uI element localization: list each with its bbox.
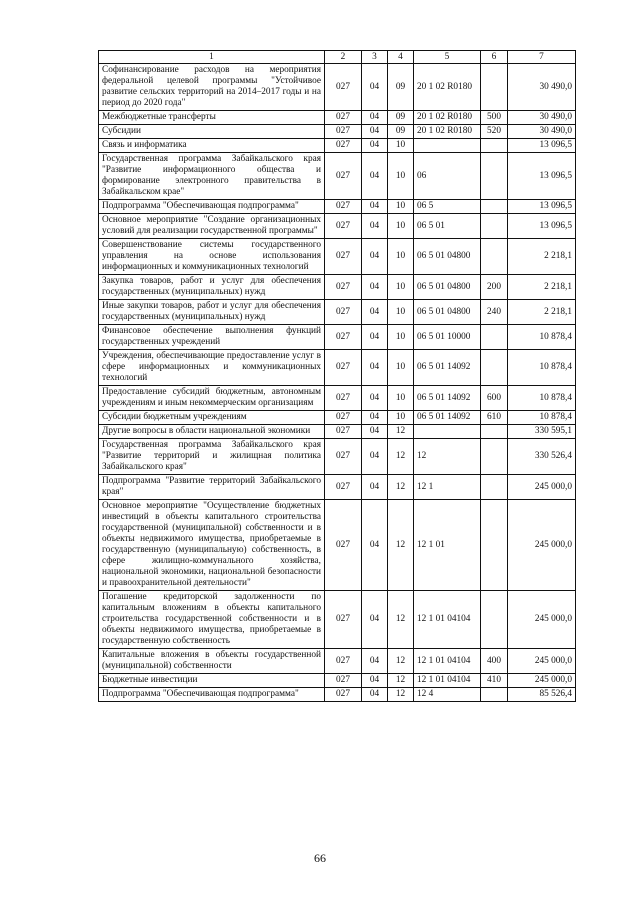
subsection-code-cell: 12 bbox=[388, 688, 414, 702]
row-name-cell: Государственная программа Забайкальского края "Развитие информационного общества и формирование электронного правительства в Забайкальском крае" bbox=[99, 153, 325, 200]
target-article-cell: 20 1 02 R0180 bbox=[414, 64, 481, 111]
row-name-cell: Субсидии bbox=[99, 125, 325, 139]
amount-cell: 245 000,0 bbox=[508, 475, 576, 500]
ministry-code-cell: 027 bbox=[325, 153, 362, 200]
target-article-cell: 06 5 01 14092 bbox=[414, 386, 481, 411]
amount-cell: 30 490,0 bbox=[508, 125, 576, 139]
amount-cell: 2 218,1 bbox=[508, 239, 576, 275]
amount-cell: 13 096,5 bbox=[508, 214, 576, 239]
table-header-row bbox=[99, 51, 576, 64]
target-article-cell: 12 1 bbox=[414, 475, 481, 500]
target-article-cell: 06 5 01 04800 bbox=[414, 239, 481, 275]
subsection-code-cell: 10 bbox=[388, 275, 414, 300]
expense-type-cell bbox=[481, 439, 508, 475]
table-row bbox=[99, 200, 576, 214]
target-article-cell: 12 1 01 04104 bbox=[414, 649, 481, 674]
expense-type-cell bbox=[481, 425, 508, 439]
row-name-cell: Основное мероприятие "Создание организационных условий для реализации государственной программы" bbox=[99, 214, 325, 239]
subsection-code-cell: 10 bbox=[388, 239, 414, 275]
budget-table bbox=[98, 50, 576, 702]
row-name-cell: Подпрограмма "Развитие территорий Забайкальского края" bbox=[99, 475, 325, 500]
ministry-code-cell: 027 bbox=[325, 64, 362, 111]
column-header: 4 bbox=[388, 51, 414, 64]
table-row bbox=[99, 386, 576, 411]
ministry-code-cell: 027 bbox=[325, 649, 362, 674]
subsection-code-cell: 10 bbox=[388, 325, 414, 350]
row-name-cell: Основное мероприятие "Осуществление бюджетных инвестиций в объекты капитального строительства государственной (муниципальной) собственности и в объекты недвижимого имущества, приобретаемые в государственную (муниципальную) собственность, в сфере жилищно-коммунального хозяйства, национальной экономики, национальной безопасности и правоохранительной деятельности" bbox=[99, 500, 325, 591]
section-code-cell: 04 bbox=[362, 239, 388, 275]
table-row bbox=[99, 153, 576, 200]
row-name-cell: Софинансирование расходов на мероприятия федеральной целевой программы "Устойчивое развитие сельских территорий на 2014–2017 годы и на период до 2020 года" bbox=[99, 64, 325, 111]
subsection-code-cell: 10 bbox=[388, 139, 414, 153]
row-name-cell: Иные закупки товаров, работ и услуг для обеспечения государственных (муниципальных) нужд bbox=[99, 300, 325, 325]
target-article-cell: 20 1 02 R0180 bbox=[414, 125, 481, 139]
table-row bbox=[99, 214, 576, 239]
ministry-code-cell: 027 bbox=[325, 350, 362, 386]
subsection-code-cell: 12 bbox=[388, 439, 414, 475]
ministry-code-cell: 027 bbox=[325, 139, 362, 153]
ministry-code-cell: 027 bbox=[325, 111, 362, 125]
subsection-code-cell: 12 bbox=[388, 425, 414, 439]
target-article-cell bbox=[414, 139, 481, 153]
amount-cell: 330 595,1 bbox=[508, 425, 576, 439]
table-row bbox=[99, 239, 576, 275]
section-code-cell: 04 bbox=[362, 649, 388, 674]
subsection-code-cell: 09 bbox=[388, 125, 414, 139]
expense-type-cell bbox=[481, 350, 508, 386]
ministry-code-cell: 027 bbox=[325, 439, 362, 475]
row-name-cell: Учреждения, обеспечивающие предоставление услуг в сфере информационных и коммуникационных технологий bbox=[99, 350, 325, 386]
ministry-code-cell: 027 bbox=[325, 411, 362, 425]
expense-type-cell bbox=[481, 325, 508, 350]
section-code-cell: 04 bbox=[362, 500, 388, 591]
ministry-code-cell: 027 bbox=[325, 500, 362, 591]
expense-type-cell: 410 bbox=[481, 674, 508, 688]
row-name-cell: Погашение кредиторской задолженности по капитальным вложениям в объекты капитального строительства государственной собственности и в объекты недвижимого имущества, приобретаемые в государственную собственность bbox=[99, 591, 325, 649]
expense-type-cell: 200 bbox=[481, 275, 508, 300]
expense-type-cell bbox=[481, 239, 508, 275]
expense-type-cell: 240 bbox=[481, 300, 508, 325]
amount-cell: 2 218,1 bbox=[508, 275, 576, 300]
target-article-cell: 12 1 01 04104 bbox=[414, 591, 481, 649]
amount-cell: 10 878,4 bbox=[508, 350, 576, 386]
expense-type-cell bbox=[481, 500, 508, 591]
ministry-code-cell: 027 bbox=[325, 425, 362, 439]
section-code-cell: 04 bbox=[362, 350, 388, 386]
amount-cell: 245 000,0 bbox=[508, 500, 576, 591]
expense-type-cell bbox=[481, 591, 508, 649]
section-code-cell: 04 bbox=[362, 153, 388, 200]
table-row bbox=[99, 125, 576, 139]
section-code-cell: 04 bbox=[362, 386, 388, 411]
row-name-cell: Совершенствование системы государственного управления на основе использования информационных и коммуникационных технологий bbox=[99, 239, 325, 275]
amount-cell: 2 218,1 bbox=[508, 300, 576, 325]
column-header: 2 bbox=[325, 51, 362, 64]
target-article-cell: 06 5 01 04800 bbox=[414, 275, 481, 300]
expense-type-cell bbox=[481, 475, 508, 500]
row-name-cell: Закупка товаров, работ и услуг для обеспечения государственных (муниципальных) нужд bbox=[99, 275, 325, 300]
amount-cell: 13 096,5 bbox=[508, 139, 576, 153]
subsection-code-cell: 09 bbox=[388, 64, 414, 111]
section-code-cell: 04 bbox=[362, 275, 388, 300]
target-article-cell: 06 5 01 04800 bbox=[414, 300, 481, 325]
section-code-cell: 04 bbox=[362, 214, 388, 239]
expense-type-cell: 520 bbox=[481, 125, 508, 139]
amount-cell: 245 000,0 bbox=[508, 649, 576, 674]
section-code-cell: 04 bbox=[362, 300, 388, 325]
target-article-cell: 12 1 01 04104 bbox=[414, 674, 481, 688]
ministry-code-cell: 027 bbox=[325, 591, 362, 649]
column-header: 3 bbox=[362, 51, 388, 64]
table-row bbox=[99, 350, 576, 386]
subsection-code-cell: 12 bbox=[388, 649, 414, 674]
ministry-code-cell: 027 bbox=[325, 674, 362, 688]
subsection-code-cell: 12 bbox=[388, 674, 414, 688]
amount-cell: 245 000,0 bbox=[508, 591, 576, 649]
table-row bbox=[99, 425, 576, 439]
amount-cell: 10 878,4 bbox=[508, 325, 576, 350]
ministry-code-cell: 027 bbox=[325, 475, 362, 500]
target-article-cell: 06 5 01 bbox=[414, 214, 481, 239]
expense-type-cell bbox=[481, 200, 508, 214]
section-code-cell: 04 bbox=[362, 475, 388, 500]
row-name-cell: Государственная программа Забайкальского края "Развитие территорий и жилищная политика Забайкальского края" bbox=[99, 439, 325, 475]
amount-cell: 13 096,5 bbox=[508, 153, 576, 200]
row-name-cell: Бюджетные инвестиции bbox=[99, 674, 325, 688]
table-row bbox=[99, 275, 576, 300]
target-article-cell: 12 bbox=[414, 439, 481, 475]
target-article-cell: 12 1 01 bbox=[414, 500, 481, 591]
column-header: 1 bbox=[99, 51, 325, 64]
table-row bbox=[99, 111, 576, 125]
expense-type-cell bbox=[481, 64, 508, 111]
column-header: 6 bbox=[481, 51, 508, 64]
section-code-cell: 04 bbox=[362, 200, 388, 214]
row-name-cell: Капитальные вложения в объекты государственной (муниципальной) собственности bbox=[99, 649, 325, 674]
column-header: 7 bbox=[508, 51, 576, 64]
subsection-code-cell: 10 bbox=[388, 350, 414, 386]
table-row bbox=[99, 674, 576, 688]
expense-type-cell bbox=[481, 139, 508, 153]
column-header: 5 bbox=[414, 51, 481, 64]
target-article-cell: 20 1 02 R0180 bbox=[414, 111, 481, 125]
subsection-code-cell: 09 bbox=[388, 111, 414, 125]
ministry-code-cell: 027 bbox=[325, 239, 362, 275]
section-code-cell: 04 bbox=[362, 64, 388, 111]
section-code-cell: 04 bbox=[362, 411, 388, 425]
expense-type-cell: 500 bbox=[481, 111, 508, 125]
table-row bbox=[99, 475, 576, 500]
section-code-cell: 04 bbox=[362, 111, 388, 125]
amount-cell: 30 490,0 bbox=[508, 64, 576, 111]
table-row bbox=[99, 64, 576, 111]
ministry-code-cell: 027 bbox=[325, 688, 362, 702]
table-row bbox=[99, 300, 576, 325]
table-row bbox=[99, 688, 576, 702]
row-name-cell: Финансовое обеспечение выполнения функций государственных учреждений bbox=[99, 325, 325, 350]
ministry-code-cell: 027 bbox=[325, 325, 362, 350]
ministry-code-cell: 027 bbox=[325, 214, 362, 239]
row-name-cell: Субсидии бюджетным учреждениям bbox=[99, 411, 325, 425]
row-name-cell: Подпрограмма "Обеспечивающая подпрограмма" bbox=[99, 200, 325, 214]
subsection-code-cell: 10 bbox=[388, 386, 414, 411]
amount-cell: 245 000,0 bbox=[508, 674, 576, 688]
target-article-cell: 06 5 01 10000 bbox=[414, 325, 481, 350]
target-article-cell: 06 5 bbox=[414, 200, 481, 214]
page-number: 66 bbox=[314, 851, 326, 865]
table-row bbox=[99, 500, 576, 591]
table-row bbox=[99, 411, 576, 425]
subsection-code-cell: 10 bbox=[388, 200, 414, 214]
target-article-cell: 06 5 01 14092 bbox=[414, 350, 481, 386]
row-name-cell: Связь и информатика bbox=[99, 139, 325, 153]
amount-cell: 10 878,4 bbox=[508, 386, 576, 411]
subsection-code-cell: 12 bbox=[388, 500, 414, 591]
target-article-cell: 12 4 bbox=[414, 688, 481, 702]
table-row bbox=[99, 439, 576, 475]
section-code-cell: 04 bbox=[362, 125, 388, 139]
expense-type-cell bbox=[481, 214, 508, 239]
amount-cell: 85 526,4 bbox=[508, 688, 576, 702]
expense-type-cell: 400 bbox=[481, 649, 508, 674]
subsection-code-cell: 10 bbox=[388, 300, 414, 325]
subsection-code-cell: 12 bbox=[388, 475, 414, 500]
section-code-cell: 04 bbox=[362, 425, 388, 439]
subsection-code-cell: 10 bbox=[388, 411, 414, 425]
row-name-cell: Межбюджетные трансферты bbox=[99, 111, 325, 125]
ministry-code-cell: 027 bbox=[325, 300, 362, 325]
section-code-cell: 04 bbox=[362, 325, 388, 350]
expense-type-cell: 600 bbox=[481, 386, 508, 411]
section-code-cell: 04 bbox=[362, 674, 388, 688]
ministry-code-cell: 027 bbox=[325, 386, 362, 411]
amount-cell: 30 490,0 bbox=[508, 111, 576, 125]
amount-cell: 10 878,4 bbox=[508, 411, 576, 425]
expense-type-cell bbox=[481, 153, 508, 200]
table-row bbox=[99, 591, 576, 649]
section-code-cell: 04 bbox=[362, 591, 388, 649]
section-code-cell: 04 bbox=[362, 139, 388, 153]
section-code-cell: 04 bbox=[362, 439, 388, 475]
amount-cell: 13 096,5 bbox=[508, 200, 576, 214]
target-article-cell: 06 5 01 14092 bbox=[414, 411, 481, 425]
row-name-cell: Подпрограмма "Обеспечивающая подпрограмма" bbox=[99, 688, 325, 702]
target-article-cell bbox=[414, 425, 481, 439]
ministry-code-cell: 027 bbox=[325, 125, 362, 139]
section-code-cell: 04 bbox=[362, 688, 388, 702]
subsection-code-cell: 10 bbox=[388, 153, 414, 200]
row-name-cell: Предоставление субсидий бюджетным, автономным учреждениям и иным некоммерческим организациям bbox=[99, 386, 325, 411]
ministry-code-cell: 027 bbox=[325, 275, 362, 300]
table-row bbox=[99, 649, 576, 674]
target-article-cell: 06 bbox=[414, 153, 481, 200]
subsection-code-cell: 12 bbox=[388, 591, 414, 649]
table-row bbox=[99, 325, 576, 350]
ministry-code-cell: 027 bbox=[325, 200, 362, 214]
expense-type-cell: 610 bbox=[481, 411, 508, 425]
table-row bbox=[99, 139, 576, 153]
subsection-code-cell: 10 bbox=[388, 214, 414, 239]
row-name-cell: Другие вопросы в области национальной экономики bbox=[99, 425, 325, 439]
amount-cell: 330 526,4 bbox=[508, 439, 576, 475]
expense-type-cell bbox=[481, 688, 508, 702]
